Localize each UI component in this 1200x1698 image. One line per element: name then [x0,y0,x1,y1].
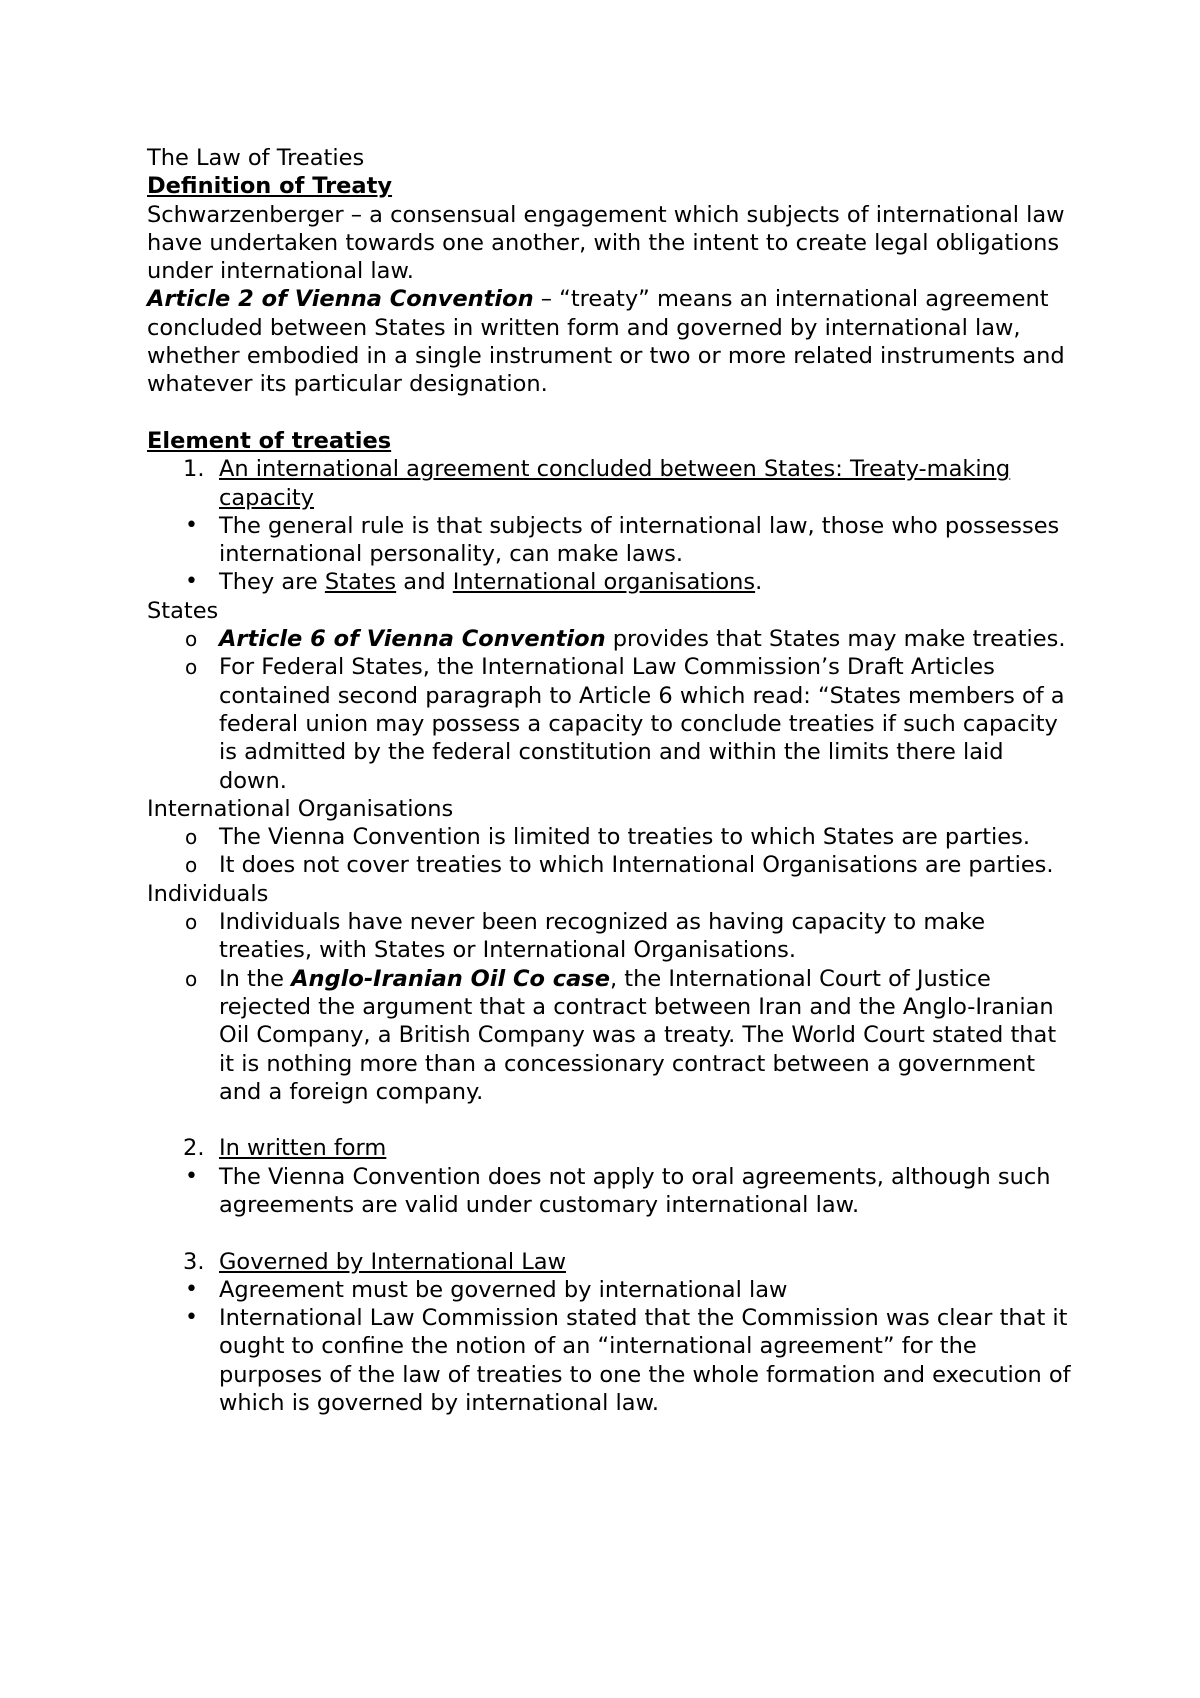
bullet-item [147,1276,1077,1304]
circle-bullet-item [147,625,1077,653]
article2-paragraph [147,285,1077,398]
list-item-3 [147,1248,1077,1276]
article2-text: – “treaty” means an international agreement concluded between States in written form and governed by international law, whether embodied in a single instrument or two or more related instruments and whatever its particular designation. [147,286,1065,398]
intl-orgs-link-text: International organisations [452,569,756,596]
circle-bullet-item [147,908,1077,965]
document-page [147,144,1077,1417]
item2-bullet1: The Vienna Convention does not apply to oral agreements, although such agreements are valid under customary international law. [219,1163,1051,1218]
individuals-sub2-rest: , the International Court of Justice rejected the argument that a contract between Iran and the Anglo-Iranian Oil Company, a British Company was a treaty. The World Court stated that it is nothing more than a concessionary contract between a government and a foreign company. [219,965,1057,1105]
item1-bullet2-and: and [396,569,453,596]
bullet-item [147,1304,1077,1417]
circle-bullet-icon: o [185,966,198,991]
states-link-text: States [324,569,397,596]
circle-bullet-item [147,823,1077,851]
individuals-sub1: Individuals have never been recognized as having capacity to make treaties, with States or International Organisations. [219,909,986,964]
intl-orgs-label: International Organisations [147,795,454,822]
circle-bullet-icon: o [185,825,198,850]
bullet-icon: • [185,512,198,538]
item3-title: Governed by International Law [219,1248,566,1275]
bullet-item [147,512,1077,569]
bullet-icon: • [185,1163,198,1189]
item1-bullet2-end: . [755,569,763,596]
item1-bullet1: The general rule is that subjects of international law, those who possesses international personality, can make laws. [219,512,1060,568]
circle-bullet-icon: o [185,910,198,935]
bullet-item [147,568,1077,596]
list-item-2 [147,1134,1077,1162]
list-number: 1. [183,456,205,483]
list-number: 3. [183,1248,205,1275]
definition-heading: Definition of Treaty [147,173,393,200]
bullet-icon: • [185,1276,198,1302]
schwarzenberger-definition: Schwarzenberger – a consensual engagement which subjects of international law have undertaken towards one another, with the intent to create legal obligations under international law. [147,201,1065,285]
article2-label: Article 2 of Vienna Convention [147,286,534,313]
bullet-icon: • [185,569,198,595]
anglo-iranian-case: Anglo-Iranian Oil Co case [291,965,610,992]
circle-bullet-icon: o [185,655,198,680]
bullet-icon: • [185,1305,198,1331]
circle-bullet-item [147,965,1077,1106]
bullet-item [147,1163,1077,1220]
intl-orgs-sub2: It does not cover treaties to which International Organisations are parties. [219,852,1054,879]
list-number: 2. [183,1135,205,1162]
circle-bullet-item [147,653,1077,794]
list-item-1 [147,455,1077,512]
document-title: The Law of Treaties [147,145,365,171]
states-sub1-rest: provides that States may make treaties. [605,626,1066,653]
item3-bullet2: International Law Commission stated that the Commission was clear that it ought to confine the notion of an “international agreement” for the purposes of the law of treaties to one the whole formation and execution of which is governed by international law. [219,1305,1071,1417]
item2-title: In written form [219,1135,387,1162]
article6-label: Article 6 of Vienna Convention [219,626,606,653]
element-heading: Element of treaties [147,427,392,454]
individuals-sub2-pre: In the [219,965,292,992]
item1-bullet2-pre: They are [219,569,325,596]
circle-bullet-item [147,851,1077,879]
item3-bullet1: Agreement must be governed by international law [219,1276,788,1303]
intl-orgs-sub1: The Vienna Convention is limited to treaties to which States are parties. [219,824,1031,851]
circle-bullet-icon: o [185,627,198,652]
states-label: States [147,597,219,624]
states-sub2: For Federal States, the International Law Commission’s Draft Articles contained second paragraph to Article 6 which read: “States members of a federal union may possess a capacity to conclude treaties if such capacity is admitted by the federal constitution and within the limits there laid down. [219,654,1065,794]
individuals-label: Individuals [147,880,269,907]
item1-title: An international agreement concluded between States: Treaty-making capacity [219,456,1011,511]
circle-bullet-icon: o [185,853,198,878]
